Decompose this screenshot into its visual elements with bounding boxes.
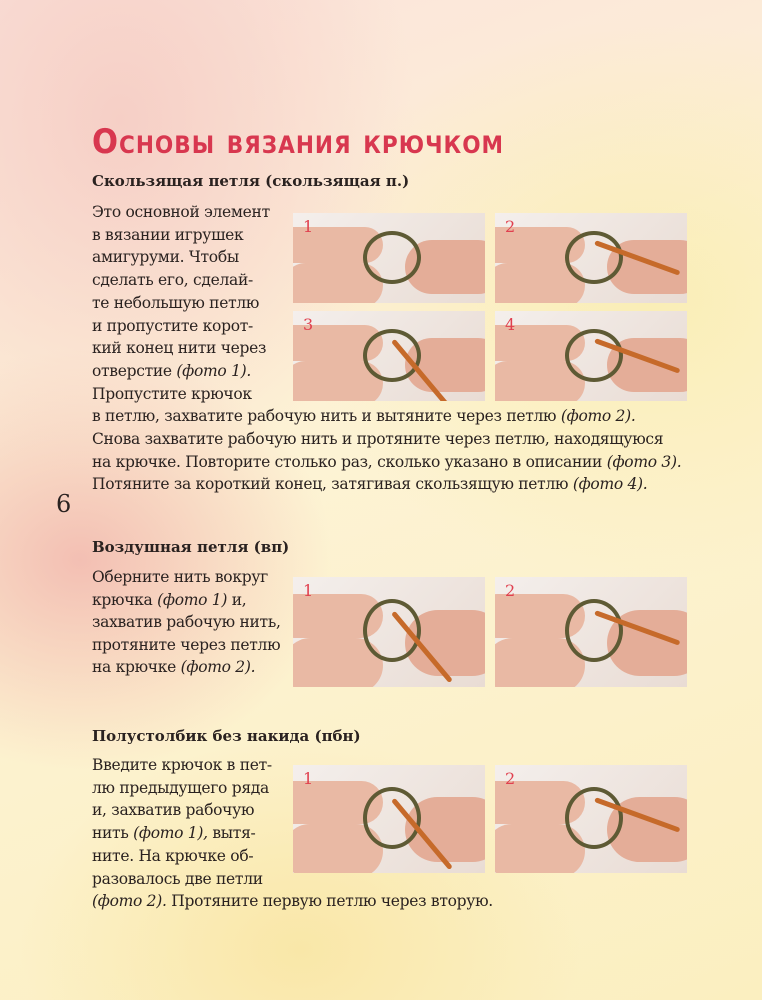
photo-reference: (фото 4). [572,475,648,494]
paragraph-line [92,317,253,335]
paragraph-line [92,248,239,266]
paragraph-line [92,779,269,797]
photo-reference: (фото 2). [180,658,256,676]
photo-number: 2 [505,581,516,600]
text-segment: Снова захватите рабочую нить и протяните через петлю, находящуюся [92,430,664,448]
text-segment: крючка [92,590,158,609]
text-segment: вытя- [207,824,256,843]
text-segment: Оберните нить вокруг [92,568,268,586]
photo-reference: (фото 2). [92,892,167,911]
text-segment: Протяните первую петлю через вторую. [166,892,493,911]
paragraph-line [92,847,253,865]
photo-number: 2 [505,769,516,788]
paragraph-line [92,475,647,493]
text-segment: Введите крючок в пет- [92,756,272,774]
text-segment: сделать его, сделай- [92,271,253,290]
text-segment: Потяните за короткий конец, затягивая скользящую петлю [92,475,573,494]
paragraph-line [92,892,493,910]
step-photo [293,577,485,687]
paragraph-line [92,568,268,586]
photo-number: 1 [303,217,314,236]
text-segment: на крючке. Повторите столько раз, сколько указано в описании [92,452,607,471]
paragraph-line [92,385,252,403]
text-segment: ните. На крючке об- [92,846,254,865]
section-heading: Воздушная петля (вп) [92,538,290,556]
text-segment: лю предыдущего ряда [92,778,269,797]
text-segment: Это основной элемент [92,203,270,221]
text-segment: захватив рабочую нить, [92,613,281,631]
text-segment: нить [92,824,134,843]
text-segment: и, [227,590,247,609]
step-photo [495,213,687,303]
text-segment: кий конец нити через [92,339,267,358]
paragraph-line [92,362,251,380]
text-segment: и пропустите корот- [92,316,253,335]
photo-number: 3 [303,315,314,334]
step-photo [293,311,485,401]
page-title: Основы вязания крючком [92,122,505,162]
paragraph-line [92,801,254,819]
text-segment: на крючке [92,658,181,676]
page-number: 6 [56,490,72,518]
text-segment: отверстие [92,361,177,380]
step-photo [495,765,687,873]
paragraph-line [92,294,259,312]
photo-number: 1 [303,581,314,600]
photo-number: 2 [505,217,516,236]
paragraph-line [92,271,253,289]
paragraph-line [92,756,272,774]
text-segment: те небольшую петлю [92,293,260,312]
text-segment: Пропустите крючок [92,384,252,403]
text-segment: амигуруми. Чтобы [92,248,239,267]
step-photo [293,213,485,303]
paragraph-line [92,824,256,842]
photo-reference: (фото 1), [133,824,208,843]
section-heading: Полустолбик без накида (пбн) [92,727,361,745]
text-segment: протяните через петлю [92,635,281,654]
text-segment: в петлю, захватите рабочую нить и вытяните через петлю [92,407,561,426]
photo-reference: (фото 2). [560,407,636,426]
paragraph-line [92,613,281,631]
step-photo [495,577,687,687]
paragraph-line [92,591,246,609]
paragraph-line [92,407,636,425]
paragraph-line [92,870,263,888]
paragraph-line [92,203,270,221]
paragraph-line [92,226,243,244]
paragraph-line [92,658,255,676]
paragraph-line [92,453,681,471]
step-photo [495,311,687,401]
photo-number: 4 [505,315,516,334]
photo-reference: (фото 1) [157,590,228,609]
text-segment: и, захватив рабочую [92,801,255,820]
photo-reference: (фото 1). [176,361,252,380]
section-heading: Скользящая петля (скользящая п.) [92,172,410,190]
step-photo [293,765,485,873]
text-segment: в вязании игрушек [92,225,244,244]
photo-reference: (фото 3). [606,452,682,471]
photo-number: 1 [303,769,314,788]
paragraph-line [92,636,280,654]
text-segment: разовалось две петли [92,869,263,888]
paragraph-line [92,339,266,357]
paragraph-line [92,430,663,448]
